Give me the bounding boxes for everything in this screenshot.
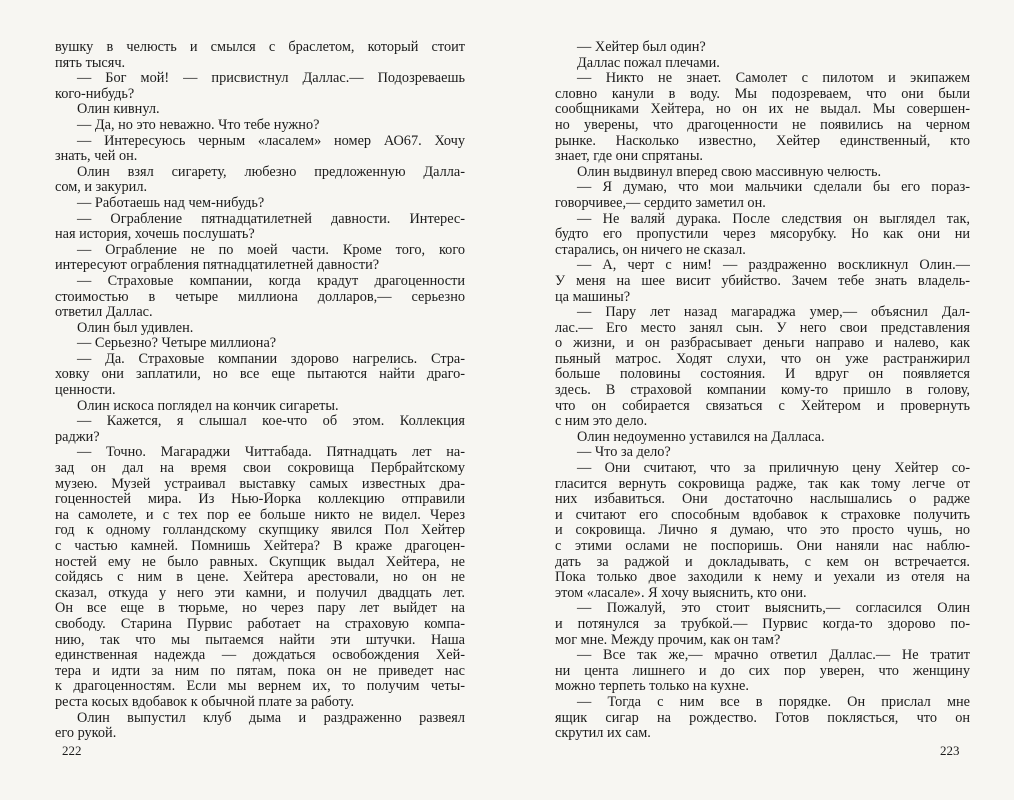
text-line: что он собирается связаться с Хейтером и провернуть: [555, 398, 970, 414]
text-line: ная история, хочешь послушать?: [55, 227, 255, 243]
text-line: пять тысяч.: [55, 55, 126, 71]
text-line: ни цента лишнего и до сих пор уверен, что женщину: [555, 663, 970, 679]
text-line: — Ограбление не по моей части. Кроме того, кого: [77, 242, 465, 258]
text-line: скрутил их сам.: [555, 726, 651, 742]
left-page: [55, 40, 465, 742]
text-line: них избавиться. Они достаточно наслышались о радже: [555, 492, 970, 508]
text-line: этом «ласале». Я хочу выяснить, кто они.: [555, 585, 807, 601]
text-line: — Тогда с ним все в порядке. Он прислал мне: [577, 694, 970, 710]
text-line: — А, черт с ним! — раздраженно воскликнул Олин.—: [577, 258, 970, 274]
text-line: но уверены, что драгоценности не появились на черном: [555, 117, 970, 133]
text-line: свободу. Старина Пурвис работает на страховую компа-: [55, 616, 465, 632]
text-line: — Точно. Магараджи Читтабада. Пятнадцать лет на-: [77, 445, 465, 461]
text-line: и считают его способным вдобавок к страховке получить: [555, 507, 970, 523]
text-line: — Я думаю, что мои мальчики сделали бы его пораз-: [577, 180, 970, 196]
text-line: Олин искоса поглядел на кончик сигареты.: [77, 398, 339, 414]
text-line: тера и идти за ним по пятам, пока он не приведет нас: [55, 663, 465, 679]
text-line: год к одному голландскому скупщику явился Пол Хейтер: [55, 523, 465, 539]
text-line: будто его пропустили через мясорубку. Но как они ни: [555, 227, 970, 243]
text-line: и потянулся за трубкой.— Пурвис когда-то здорово по-: [555, 616, 970, 632]
text-line: зад он дал на время свои сокровища Пербрайтскому: [55, 461, 465, 477]
text-line: Олин был удивлен.: [77, 320, 194, 336]
text-line: — Все так же,— мрачно ответил Даллас.— Не тратит: [577, 648, 970, 664]
text-line: сом, и закурил.: [55, 180, 148, 196]
text-line: реста косых вдобавок к обычной плате за работу.: [55, 694, 355, 710]
text-line: ца машины?: [555, 289, 631, 305]
text-line: знать, чей он.: [55, 149, 138, 165]
text-line: — Серьезно? Четыре миллиона?: [77, 336, 277, 352]
text-line: говорчивее,— сердито заметил он.: [555, 195, 766, 211]
text-line: больше половины состояния. И вдруг он появляется: [555, 367, 970, 383]
text-line: Олин взял сигарету, любезно предложенную Далла-: [77, 164, 465, 180]
text-line: ответил Даллас.: [55, 305, 153, 321]
text-line: раджи?: [55, 429, 100, 445]
text-line: гоценностей мира. Из Нью-Йорка коллекцию отправили: [55, 492, 465, 508]
text-line: Олин недоуменно уставился на Далласа.: [577, 429, 825, 445]
text-line: — Пожалуй, это стоит выяснить,— согласился Олин: [577, 601, 970, 617]
text-line: кого-нибудь?: [55, 86, 135, 102]
text-line: к драгоценностям. Если мы вернем их, то получим четы-: [55, 679, 465, 695]
text-line: вушку в челюсть и смылся с браслетом, который стоит: [55, 40, 465, 55]
text-line: знает, где они спрятаны.: [555, 149, 704, 165]
text-line: — Страховые компании, когда крадут драгоценности: [77, 273, 465, 289]
text-line: мог мне. Между прочим, как он там?: [555, 632, 781, 648]
text-line: — Ограбление пятнадцатилетней давности. Интерес-: [77, 211, 465, 227]
text-line: старались, он ничего не сказал.: [555, 242, 746, 258]
text-line: — Бог мой! — присвистнул Даллас.— Подозреваешь: [77, 71, 465, 87]
text-line: здесь. В страховой компании кому-то пришло в голову,: [555, 383, 970, 399]
text-line: Даллас пожал плечами.: [577, 55, 720, 71]
right-page: [555, 40, 970, 742]
text-line: — Никто не знает. Самолет с пилотом и экипажем: [577, 71, 970, 87]
text-line: Олин кивнул.: [77, 102, 160, 118]
text-line: — Да. Страховые компании здорово нагрелись. Стра-: [77, 351, 465, 367]
text-line: сообщниками Хейтера, но он их не выдал. Мы совершен-: [555, 102, 970, 118]
text-line: — Интересуюсь черным «ласалем» номер АО67. Хочу: [77, 133, 465, 149]
text-line: — Да, но это неважно. Что тебе нужно?: [77, 117, 320, 133]
text-line: лас.— Его место занял сын. У него свои представления: [555, 320, 970, 336]
text-line: стоимостью в четыре миллиона долларов,— серьезно: [55, 289, 465, 305]
left-page-number: 222: [62, 743, 82, 758]
text-line: можно терпеть только на кухне.: [555, 679, 749, 695]
text-line: интересуют ограбления пятнадцатилетней давности?: [55, 258, 380, 274]
text-line: с частью камней. Помнишь Хейтера? В краже драгоцен-: [55, 539, 465, 554]
text-line: ящик сигар на рождество. Готов поклясться, что он: [555, 710, 970, 726]
text-line: У меня на шее висит убийство. Зачем тебе знать владель-: [555, 273, 970, 289]
text-line: — Работаешь над чем-нибудь?: [77, 195, 265, 211]
text-line: Он все еще в тюрьме, но через пару лет выйдет на: [55, 601, 465, 617]
text-line: — Не валяй дурака. После следствия он выглядел так,: [577, 211, 970, 227]
text-line: — Кажется, я слышал кое-что об этом. Коллекция: [77, 414, 465, 430]
text-line: музею. Музей устраивал выставку самых известных дра-: [55, 476, 465, 492]
text-line: сказал, откуда у него эти камни, и получил двадцать лет.: [55, 585, 465, 601]
text-line: ценности.: [55, 383, 116, 399]
text-line: и сокровища. Лично я думаю, что это просто чушь, но: [555, 523, 970, 539]
text-line: ховку они заплатили, но все еще пытаются найти драго-: [55, 367, 465, 383]
right-page-number: 223: [940, 743, 960, 758]
text-line: — Они считают, что за приличную цену Хейтер со-: [577, 461, 970, 477]
text-line: на самолете, и с тех пор ее больше никто не видел. Через: [55, 507, 465, 523]
text-line: словно канули в воду. Мы подозреваем, что они были: [555, 86, 970, 102]
text-line: нию, так что мы пытаемся найти эти штучки. Наша: [55, 632, 465, 648]
text-line: ностей ему не было равных. Скупщик выдал Хейтера, не: [55, 554, 465, 570]
text-line: гласится вернуть сокровища радже, так как тому легче от: [555, 476, 970, 492]
text-line: рынке. Насколько известно, Хейтер единственный, кто: [555, 133, 970, 149]
text-line: Олин выпустил клуб дыма и раздраженно развеял: [77, 710, 465, 726]
text-line: с этими ослами не поспоришь. Они наняли нас наблю-: [555, 539, 970, 554]
text-line: с ним это дело.: [555, 414, 648, 430]
text-line: Олин выдвинул вперед свою массивную челюсть.: [577, 164, 882, 180]
text-line: единственная надежда — дождаться освобождения Хей-: [55, 648, 465, 664]
text-line: о жизни, и он разбрасывает деньги направо и налево, как: [555, 336, 970, 352]
text-line: пьяный матрос. Ходят слухи, что он уже растранжирил: [555, 351, 970, 367]
text-line: — Пару лет назад магараджа умер,— объяснил Дал-: [577, 305, 970, 321]
text-line: Пока только двое заходили к нему и уехали из отеля на: [555, 570, 970, 586]
text-line: его рукой.: [55, 726, 117, 742]
text-line: дать за раджой и докладывать, с кем он встречается.: [555, 554, 970, 570]
text-line: сойдясь с ним в цене. Хейтера арестовали, но он не: [55, 570, 465, 586]
text-line: — Хейтер был один?: [577, 40, 706, 55]
text-line: — Что за дело?: [577, 445, 671, 461]
